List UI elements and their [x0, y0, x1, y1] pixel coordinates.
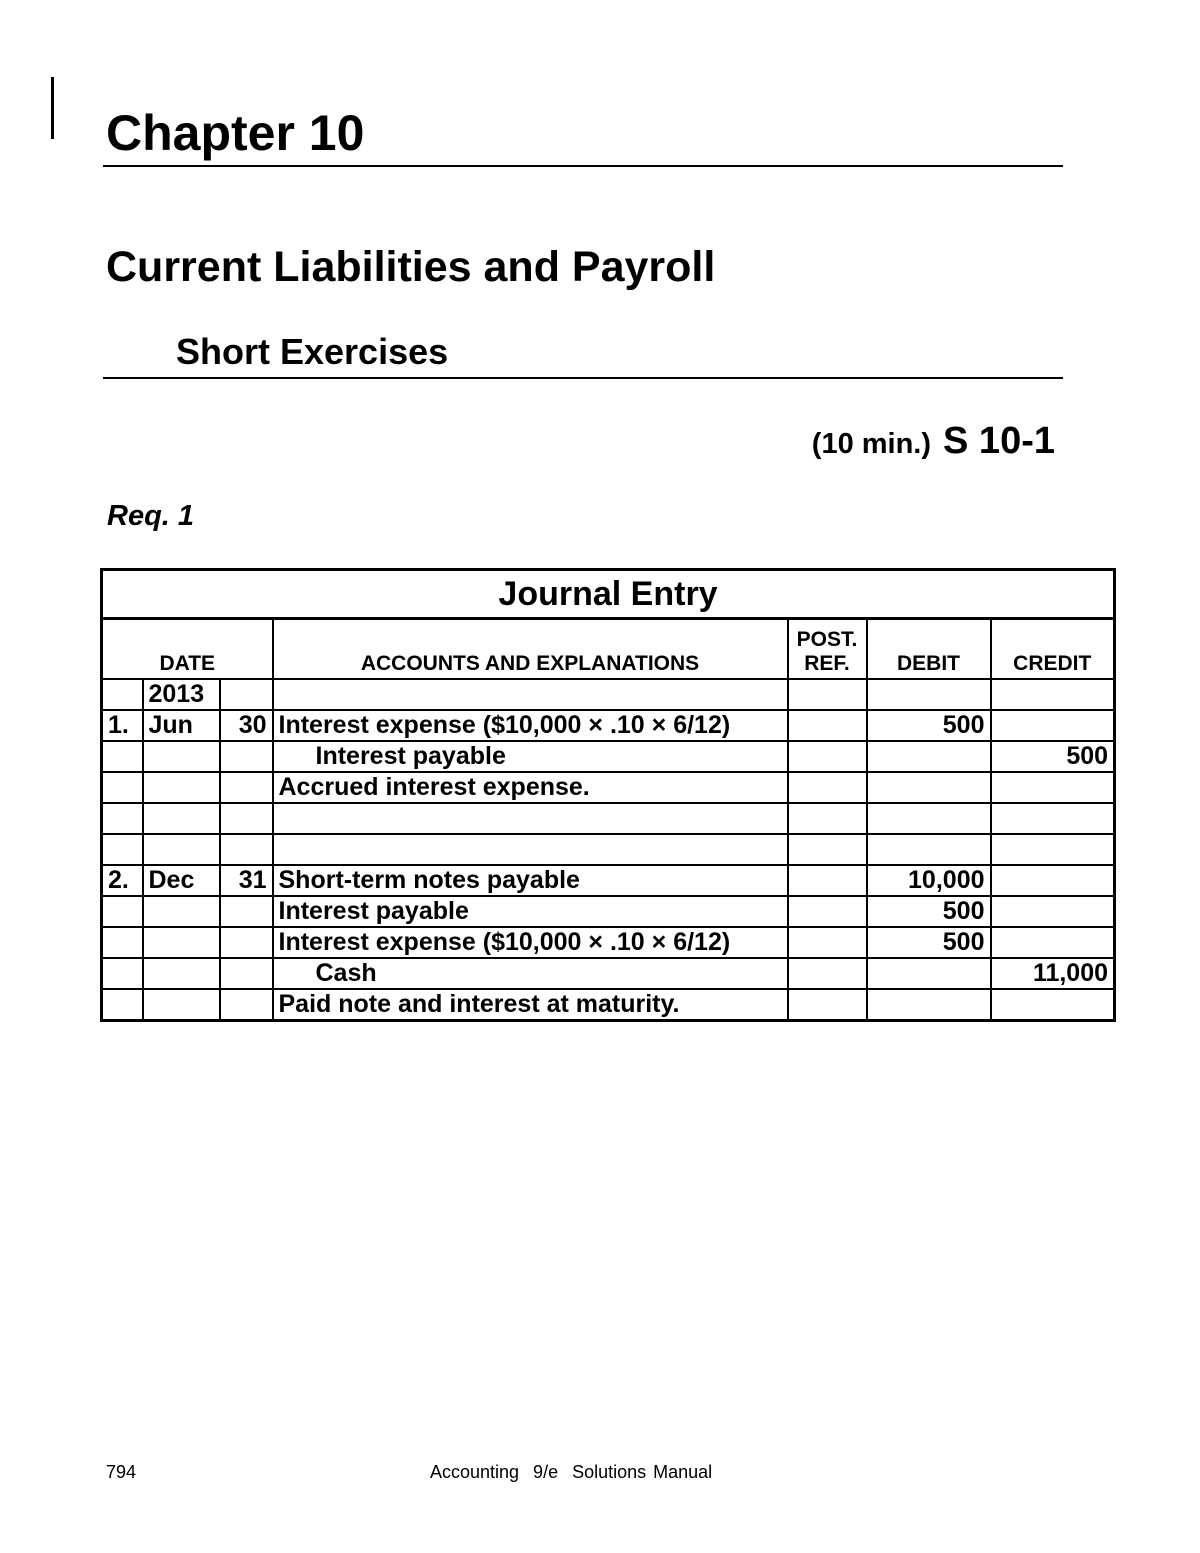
entry-month [143, 989, 220, 1021]
entry-post-ref [788, 772, 867, 803]
table-row [102, 927, 1115, 958]
entry-day [220, 896, 273, 927]
entry-post-ref [788, 896, 867, 927]
entry-month [143, 741, 220, 772]
header-post-ref [788, 619, 867, 680]
section-rule [103, 377, 1063, 379]
entry-number [102, 772, 143, 803]
entry-credit [991, 772, 1115, 803]
entry-debit [867, 741, 991, 772]
table-row [102, 989, 1115, 1021]
entry-month [143, 896, 220, 927]
change-bar [51, 77, 54, 139]
entry-number [102, 834, 143, 865]
entry-account: Interest payable [273, 741, 788, 772]
entry-post-ref [788, 710, 867, 741]
entry-credit [991, 927, 1115, 958]
entry-month: 2013 [143, 679, 220, 710]
table-row [102, 772, 1115, 803]
entry-day [220, 772, 273, 803]
entry-number [102, 896, 143, 927]
entry-number [102, 741, 143, 772]
entry-account: Accrued interest expense. [273, 772, 788, 803]
journal-header-row [102, 619, 1115, 680]
entry-account [273, 803, 788, 834]
entry-month: Dec [143, 865, 220, 896]
entry-day [220, 741, 273, 772]
entry-credit: 11,000 [991, 958, 1115, 989]
entry-number: 2. [102, 865, 143, 896]
entry-day [220, 679, 273, 710]
entry-number [102, 679, 143, 710]
entry-number [102, 927, 143, 958]
entry-debit: 10,000 [867, 865, 991, 896]
entry-post-ref [788, 679, 867, 710]
entry-number [102, 958, 143, 989]
entry-day [220, 958, 273, 989]
entry-month [143, 772, 220, 803]
chapter-rule [103, 165, 1063, 167]
entry-credit [991, 710, 1115, 741]
header-post-ref-line1: POST. [796, 627, 858, 651]
page-number: 794 [106, 1462, 137, 1482]
entry-debit: 500 [867, 710, 991, 741]
entry-debit [867, 803, 991, 834]
entry-post-ref [788, 834, 867, 865]
entry-debit: 500 [867, 896, 991, 927]
entry-credit [991, 679, 1115, 710]
section-title: Current Liabilities and Payroll [106, 243, 716, 291]
entry-credit [991, 803, 1115, 834]
table-row [102, 865, 1115, 896]
header-debit: DEBIT [867, 619, 991, 680]
entry-credit: 500 [991, 741, 1115, 772]
entry-debit [867, 989, 991, 1021]
journal-entry-table [100, 568, 1116, 1022]
table-row [102, 741, 1115, 772]
entry-post-ref [788, 803, 867, 834]
header-date: DATE [102, 619, 273, 680]
entry-post-ref [788, 865, 867, 896]
table-row [102, 710, 1115, 741]
entry-day [220, 834, 273, 865]
header-accounts: ACCOUNTS AND EXPLANATIONS [273, 619, 788, 680]
entry-month [143, 958, 220, 989]
entry-day [220, 989, 273, 1021]
entry-number [102, 989, 143, 1021]
entry-debit [867, 834, 991, 865]
journal-title: Journal Entry [102, 570, 1115, 619]
entry-account [273, 679, 788, 710]
table-row [102, 896, 1115, 927]
entry-debit [867, 679, 991, 710]
entry-account: Cash [273, 958, 788, 989]
table-row [102, 803, 1115, 834]
table-row [102, 834, 1115, 865]
entry-post-ref [788, 741, 867, 772]
entry-account: Interest expense ($10,000 × .10 × 6/12) [273, 927, 788, 958]
entry-post-ref [788, 927, 867, 958]
table-row [102, 958, 1115, 989]
entry-account: Interest payable [273, 896, 788, 927]
requirement-label: Req. 1 [107, 500, 195, 532]
exercise-id: S 10-1 [943, 420, 1055, 462]
entry-account: Short-term notes payable [273, 865, 788, 896]
entry-account [273, 834, 788, 865]
entry-debit: 500 [867, 927, 991, 958]
entry-day: 31 [220, 865, 273, 896]
entry-credit [991, 865, 1115, 896]
section-subtitle: Short Exercises [176, 331, 449, 372]
entry-debit [867, 772, 991, 803]
header-post-ref-line2: REF. [804, 651, 850, 675]
entry-number: 1. [102, 710, 143, 741]
entry-number [102, 803, 143, 834]
entry-credit [991, 989, 1115, 1021]
entry-month [143, 803, 220, 834]
entry-debit [867, 958, 991, 989]
exercise-time: (10 min.) [811, 428, 932, 460]
table-row [102, 679, 1115, 710]
entry-post-ref [788, 958, 867, 989]
entry-day [220, 927, 273, 958]
entry-post-ref [788, 989, 867, 1021]
entry-month [143, 834, 220, 865]
entry-account: Interest expense ($10,000 × .10 × 6/12) [273, 710, 788, 741]
entry-account: Paid note and interest at maturity. [273, 989, 788, 1021]
book-title: Accounting 9/e Solutions Manual [430, 1462, 713, 1482]
entry-credit [991, 896, 1115, 927]
header-credit: CREDIT [991, 619, 1115, 680]
chapter-title: Chapter 10 [106, 105, 365, 161]
entry-day [220, 803, 273, 834]
entry-month [143, 927, 220, 958]
entry-credit [991, 834, 1115, 865]
entry-month: Jun [143, 710, 220, 741]
entry-day: 30 [220, 710, 273, 741]
exercise-label [812, 420, 1055, 463]
